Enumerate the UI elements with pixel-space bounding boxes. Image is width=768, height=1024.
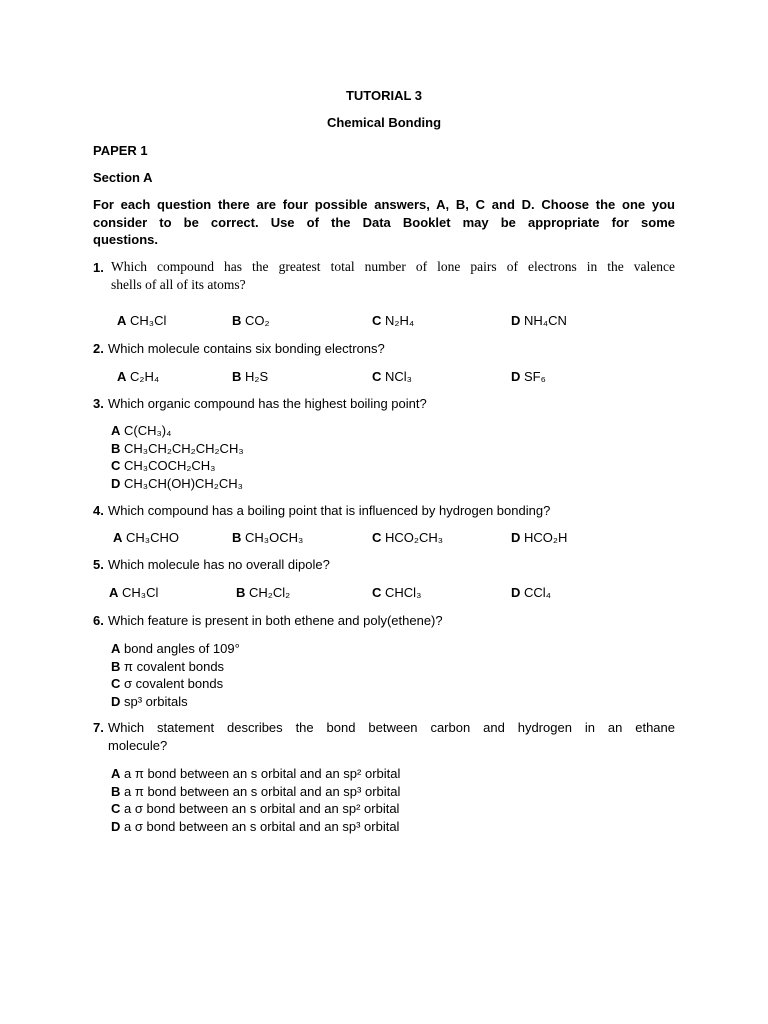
option-text: C(CH₃)₄ <box>124 423 172 438</box>
option-letter: B <box>111 658 121 674</box>
option <box>111 693 240 711</box>
option-text: π covalent bonds <box>124 658 225 674</box>
option-text: H₂S <box>245 369 269 384</box>
question-text: Which molecule has no overall dipole? <box>108 557 330 572</box>
page-subtitle: Chemical Bonding <box>326 115 442 130</box>
option <box>232 313 270 328</box>
option <box>372 585 421 600</box>
option-letter: C <box>111 676 121 691</box>
option <box>111 675 240 693</box>
option <box>109 585 158 600</box>
option-letter: A <box>111 766 121 781</box>
question-text: Which feature is present in both ethene and poly(ethene)? <box>108 613 443 628</box>
question-number: 3. <box>93 396 104 411</box>
question-number: 7. <box>93 720 104 735</box>
option <box>511 585 551 600</box>
option <box>372 369 412 384</box>
option-letter: D <box>511 313 521 328</box>
option <box>111 422 244 440</box>
option-list <box>111 765 400 835</box>
option <box>236 585 290 600</box>
option-text: bond angles of 109° <box>124 641 240 656</box>
question-text: Which compound has the greatest total number of lone pairs of electrons in the valence <box>111 259 675 274</box>
option-text: a π bond between an s orbital and an sp³ orbital <box>124 783 401 799</box>
option-text: CH₃OCH₃ <box>245 530 304 545</box>
option-list <box>111 422 244 492</box>
question-number: 6. <box>93 613 104 628</box>
option <box>111 658 240 676</box>
option-letter: C <box>372 530 382 545</box>
option-letter: D <box>111 818 121 834</box>
option-letter: B <box>111 783 121 799</box>
option <box>511 313 567 328</box>
question-text: molecule? <box>108 738 168 753</box>
option-letter: B <box>111 440 121 456</box>
option-text: CH₂Cl₂ <box>249 585 291 600</box>
option-letter: C <box>111 458 121 473</box>
option-text: sp³ orbitals <box>124 693 188 709</box>
option-letter: D <box>511 585 521 600</box>
option <box>111 818 400 836</box>
option-letter: D <box>511 369 521 384</box>
option <box>511 530 567 545</box>
option-text: CHCl₃ <box>385 585 422 600</box>
option-letter: D <box>511 530 521 545</box>
question-number: 1. <box>93 260 104 275</box>
option-text: NCl₃ <box>385 369 412 384</box>
instructions-line: questions. <box>93 232 159 247</box>
option-letter: C <box>372 313 382 328</box>
option-text: CCl₄ <box>524 585 551 600</box>
option <box>111 475 244 493</box>
option-text: C₂H₄ <box>130 369 160 384</box>
option-text: N₂H₄ <box>385 313 415 328</box>
option-text: σ covalent bonds <box>124 676 224 691</box>
option-letter: C <box>372 585 382 600</box>
question-text: Which organic compound has the highest boiling point? <box>108 396 427 411</box>
option-letter: B <box>236 585 246 600</box>
option-text: CH₃Cl <box>130 313 167 328</box>
paper-heading: PAPER 1 <box>93 143 148 158</box>
option-text: CH₃CH(OH)CH₂CH₃ <box>124 475 243 491</box>
option <box>117 369 159 384</box>
option-letter: A <box>111 423 121 438</box>
option-text: SF₆ <box>524 369 546 384</box>
option-list <box>111 640 240 710</box>
option <box>111 640 240 658</box>
option-letter: A <box>109 585 119 600</box>
option-letter: C <box>111 801 121 816</box>
option <box>111 765 400 783</box>
section-heading: Section A <box>93 170 153 185</box>
option-letter: C <box>372 369 382 384</box>
option <box>113 530 179 545</box>
option <box>372 530 443 545</box>
option-text: CH₃CHO <box>126 530 179 545</box>
option <box>111 457 244 475</box>
question-text: Which statement describes the bond between carbon and hydrogen in an ethane <box>108 720 675 735</box>
option-text: NH₄CN <box>524 313 567 328</box>
option-letter: B <box>232 530 242 545</box>
option <box>511 369 546 384</box>
option-letter: A <box>113 530 123 545</box>
instructions-line: consider to be correct. Use of the Data Booklet may be appropriate for some <box>93 215 675 230</box>
option-letter: D <box>111 693 121 709</box>
option <box>111 783 400 801</box>
option-text: CH₃COCH₂CH₃ <box>124 458 216 473</box>
option-letter: B <box>232 369 242 384</box>
option <box>117 313 166 328</box>
option <box>111 800 400 818</box>
option-letter: A <box>117 313 127 328</box>
page-title: TUTORIAL 3 <box>345 88 423 103</box>
option-text: CO₂ <box>245 313 270 328</box>
option-text: CH₃CH₂CH₂CH₂CH₃ <box>124 440 244 456</box>
option-text: HCO₂H <box>524 530 568 545</box>
question-number: 4. <box>93 503 104 518</box>
question-number: 2. <box>93 341 104 356</box>
question-text: Which compound has a boiling point that is influenced by hydrogen bonding? <box>108 503 551 518</box>
instructions-line: For each question there are four possible answers, A, B, C and D. Choose the one you <box>93 197 675 212</box>
option-text: a σ bond between an s orbital and an sp³ orbital <box>124 818 400 834</box>
question-text: Which molecule contains six bonding electrons? <box>108 341 385 356</box>
option <box>111 440 244 458</box>
option-text: CH₃Cl <box>122 585 159 600</box>
option-letter: A <box>111 641 121 656</box>
question-number: 5. <box>93 557 104 572</box>
option <box>372 313 414 328</box>
option-text: a σ bond between an s orbital and an sp² orbital <box>124 801 400 816</box>
option-letter: B <box>232 313 242 328</box>
option <box>232 369 268 384</box>
question-text: shells of all of its atoms? <box>111 277 246 292</box>
option-text: HCO₂CH₃ <box>385 530 444 545</box>
option-letter: D <box>111 475 121 491</box>
option-letter: A <box>117 369 127 384</box>
option <box>232 530 303 545</box>
option-text: a π bond between an s orbital and an sp² orbital <box>124 766 401 781</box>
